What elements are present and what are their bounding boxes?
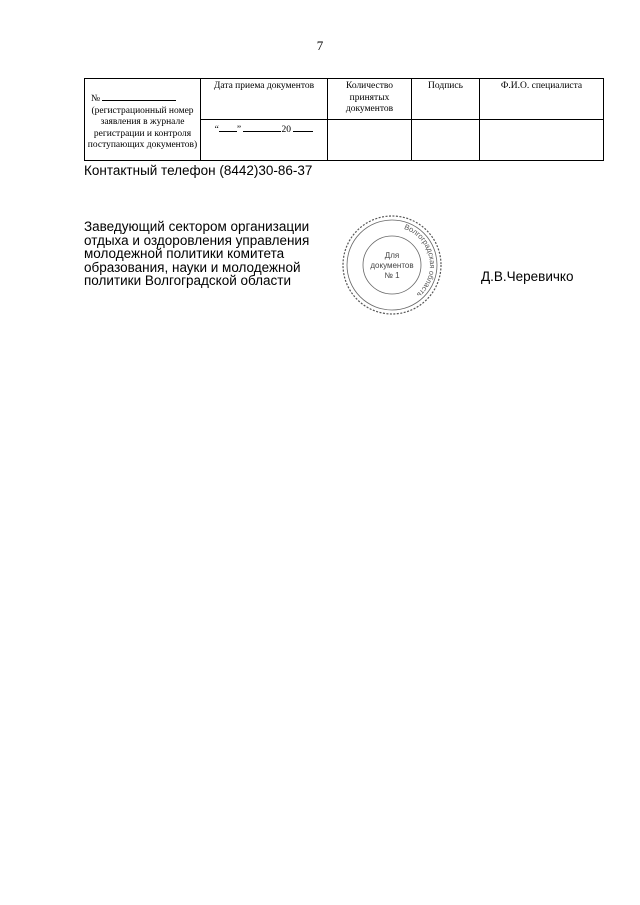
registration-number-description: (регистрационный номер заявления в журнале регистрации и контроля поступающих документов) [87, 105, 198, 150]
year-prefix: 20 [281, 125, 291, 135]
signer-name: Д.В.Черевичко [481, 269, 574, 284]
header-date-received: Дата приема документов [201, 79, 328, 120]
date-open-quote: “ [214, 125, 219, 135]
month-blank-line [243, 122, 281, 132]
seal-center-line3: № 1 [384, 271, 400, 280]
documents-count-cell [328, 120, 412, 161]
position-line: молодежной политики комитета [84, 246, 285, 261]
seal-ring-text: Волгоградская область [403, 222, 438, 300]
position-line: образования, науки и молодежной [84, 259, 301, 275]
registration-number-cell [85, 79, 201, 161]
number-sign: № [91, 94, 101, 104]
table-row [85, 79, 604, 120]
contact-phone: Контактный телефон (8442)30-86-37 [84, 163, 313, 178]
seal-stamp [340, 213, 444, 317]
page-number: 7 [316, 38, 324, 53]
year-blank-line [293, 122, 313, 132]
day-blank-line [219, 122, 237, 132]
date-field-cell [201, 120, 328, 161]
specialist-name-cell [480, 120, 604, 161]
seal-center-line1: Для [384, 251, 400, 260]
header-documents-count: Количество принятых документов [328, 79, 412, 120]
signer-position [84, 220, 334, 288]
header-specialist-name: Ф.И.О. специалиста [480, 79, 604, 120]
position-line: политики Волгоградской области [84, 273, 292, 288]
position-line: отдыха и оздоровления управления [84, 232, 310, 248]
signature-cell [412, 120, 480, 161]
date-close-quote: ” [236, 125, 242, 135]
seal-center-line2: документов [370, 261, 414, 270]
registration-table [84, 78, 604, 161]
position-line: Заведующий сектором организации [84, 219, 310, 234]
header-signature: Подпись [412, 79, 480, 120]
number-blank-line [102, 91, 176, 101]
